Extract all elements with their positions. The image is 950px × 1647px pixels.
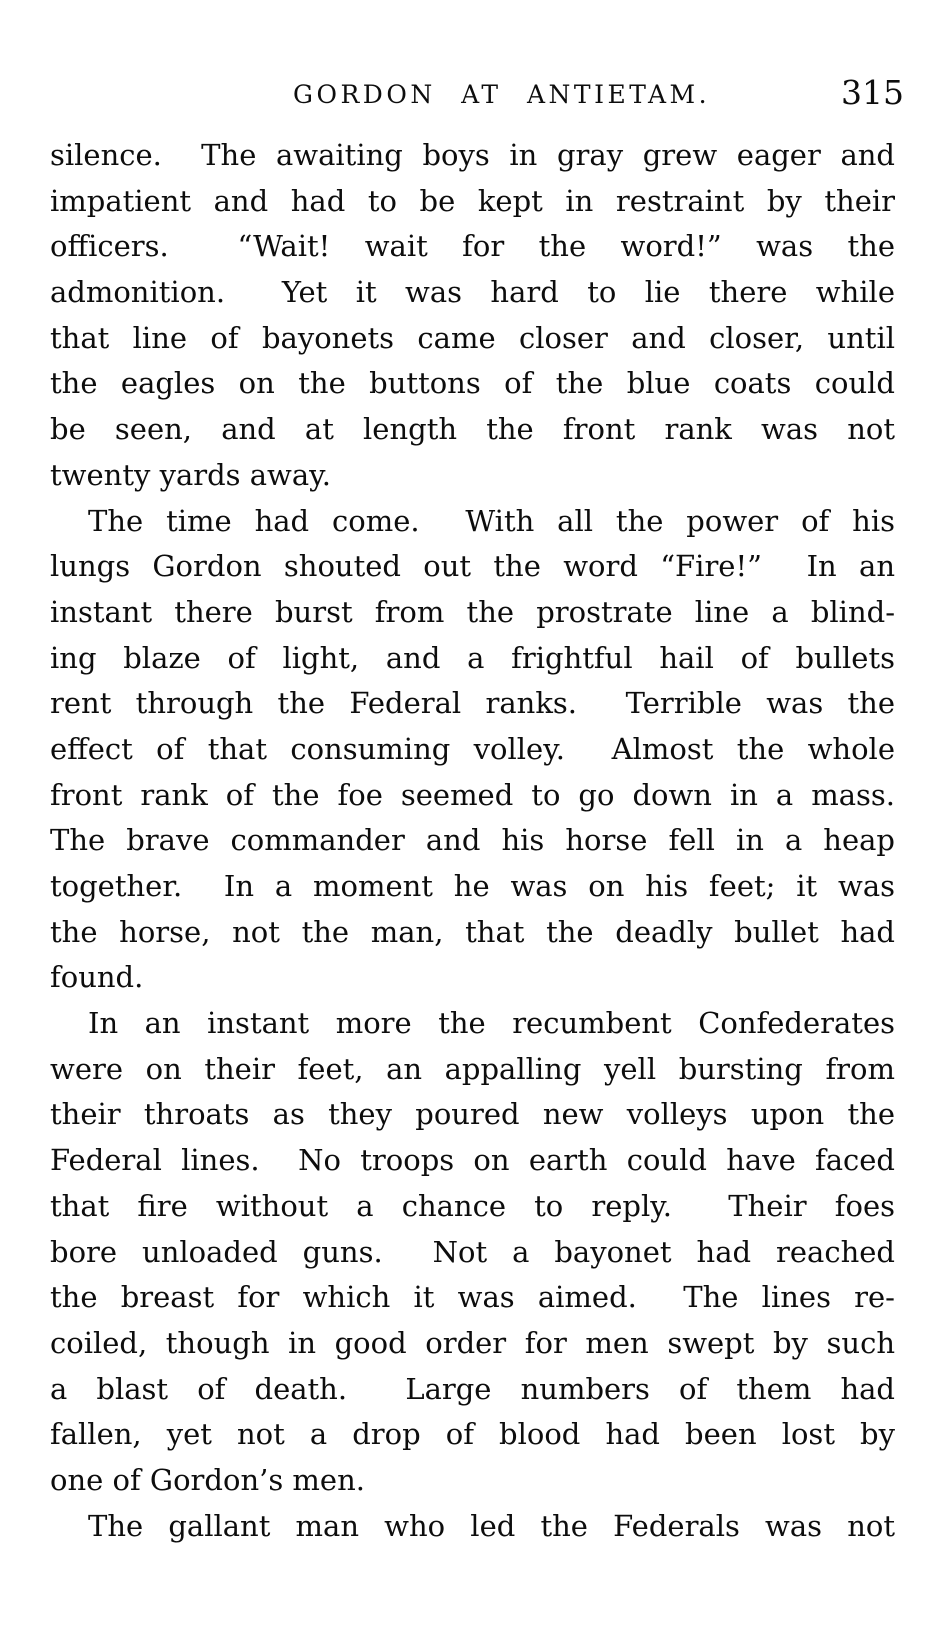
body-text: [50, 133, 895, 1549]
text-line: coiled, though in good order for men swept by such: [50, 1325, 895, 1360]
text-line: The gallant man who led the Federals was not: [88, 1508, 895, 1543]
page-title: GORDON AT ANTIETAM.: [293, 80, 711, 109]
text-line: a blast of death. Large numbers of them had: [50, 1371, 895, 1406]
text-line: the horse, not the man, that the deadly bullet had: [50, 914, 895, 949]
text-line: were on their feet, an appalling yell bursting from: [50, 1051, 895, 1086]
text-line: that line of bayonets came closer and closer, until: [50, 320, 895, 355]
text-line: officers. “Wait! wait for the word!” was the: [50, 229, 895, 264]
text-line: fallen, yet not a drop of blood had been lost by: [50, 1417, 895, 1452]
text-line: The brave commander and his horse fell in a heap: [50, 823, 895, 858]
text-line: together. In a moment he was on his feet; it was: [50, 869, 895, 903]
text-line: ing blaze of light, and a frightful hail of bullets: [50, 640, 895, 675]
text-line: silence. The awaiting boys in gray grew eager and: [50, 138, 895, 172]
text-line: impatient and had to be kept in restraint by their: [50, 183, 895, 218]
text-line: effect of that consuming volley. Almost the whole: [50, 731, 895, 766]
text-line: admonition. Yet it was hard to lie there while: [50, 275, 895, 310]
text-line: found.: [50, 960, 144, 995]
text-line: that fire without a chance to reply. Their foes: [50, 1188, 895, 1223]
text-line: In an instant more the recumbent Confederates: [88, 1006, 895, 1041]
text-line: the eagles on the buttons of the blue coats could: [50, 366, 895, 401]
text-line: one of Gordon’s men.: [50, 1462, 365, 1497]
text-line: instant there burst from the prostrate line a blind-: [50, 594, 895, 629]
text-line: The time had come. With all the power of his: [88, 503, 895, 538]
text-line: front rank of the foe seemed to go down in a mass.: [50, 777, 895, 812]
text-line: Federal lines. No troops on earth could have faced: [50, 1143, 895, 1178]
text-line: twenty yards away.: [50, 457, 331, 492]
text-line: be seen, and at length the front rank was not: [50, 412, 895, 447]
running-header: [0, 0, 950, 120]
text-line: the breast for which it was aimed. The lines re-: [50, 1280, 895, 1315]
text-line: rent through the Federal ranks. Terrible was the: [50, 686, 895, 721]
text-line: bore unloaded guns. Not a bayonet had reached: [50, 1234, 895, 1269]
page-number: 315: [841, 73, 904, 112]
text-line: their throats as they poured new volleys upon the: [50, 1097, 895, 1132]
text-line: lungs Gordon shouted out the word “Fire!” In an: [50, 549, 895, 584]
